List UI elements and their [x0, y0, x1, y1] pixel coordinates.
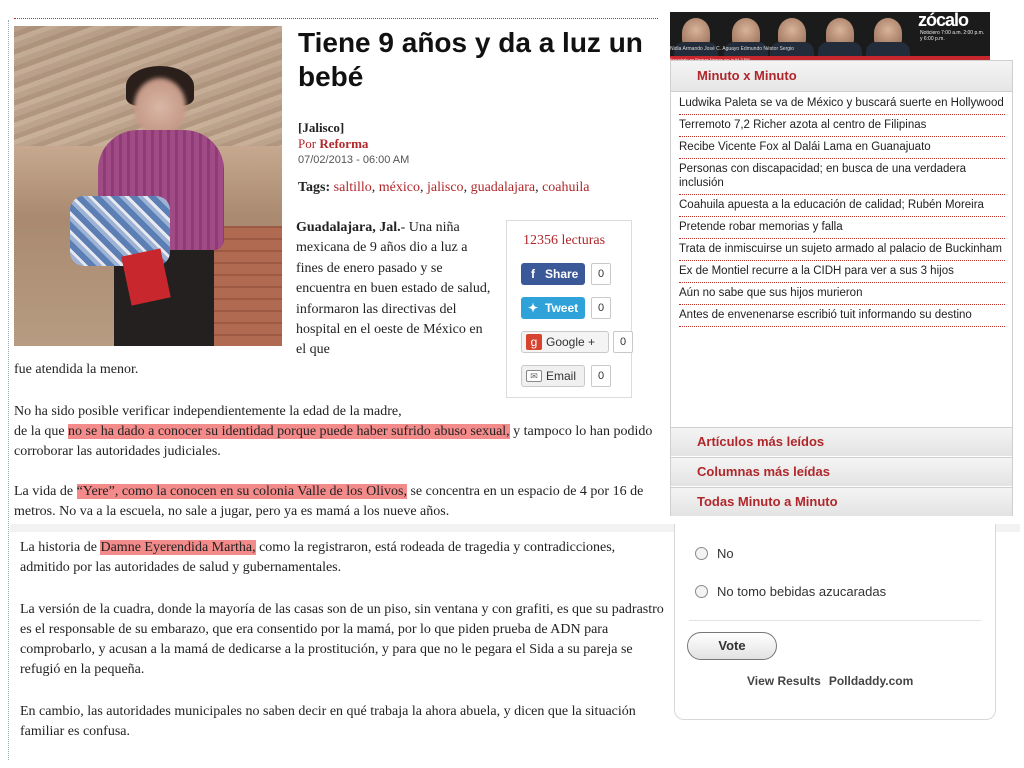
- news-link[interactable]: Personas con discapacidad; en busca de una verdadera inclusión: [679, 159, 1005, 195]
- facebook-count: 0: [591, 263, 611, 285]
- news-link[interactable]: Terremoto 7,2 Richer azota al centro de Filipinas: [679, 115, 1005, 137]
- minuto-header[interactable]: [671, 61, 1012, 92]
- minuto-header-label: Minuto x Minuto: [697, 68, 797, 83]
- google-plus-icon: g: [526, 334, 542, 350]
- news-link[interactable]: Ludwika Paleta se va de México y buscará suerte en Hollywood: [679, 93, 1005, 115]
- google-plus-count: 0: [613, 331, 633, 353]
- tag-mexico[interactable]: méxico: [378, 180, 421, 195]
- p3-text-a: La historia de: [20, 540, 101, 555]
- facebook-share-button[interactable]: [521, 263, 585, 285]
- read-count: 12356 lecturas: [523, 233, 606, 248]
- p1-text-b: y tampoco lo han podido corroborar las autoridades judiciales.: [14, 424, 653, 459]
- p3-text-b: como la registraron, está rodeada de tragedia y contradicciones, admitido por las autoridades de salud y gubernamentales.: [20, 540, 616, 575]
- tab-todas-label: Todas Minuto a Minuto: [697, 494, 838, 509]
- poll-option-no-sugary-drinks[interactable]: [695, 584, 886, 599]
- view-results-link[interactable]: View Results: [747, 674, 821, 688]
- lead-tail: fue atendida la menor.: [14, 362, 139, 377]
- tab-todas-minuto[interactable]: [671, 487, 1012, 516]
- envelope-icon: ✉: [526, 370, 542, 382]
- twitter-bird-icon: ✦: [527, 301, 539, 315]
- tab-articulos-mas-leidos[interactable]: [671, 427, 1012, 456]
- poll-widget: [674, 524, 996, 720]
- article-region: [Jalisco]: [298, 120, 345, 135]
- p1-line-1: No ha sido posible verificar independientemente la edad de la madre,: [14, 404, 402, 419]
- zocalo-radio-banner[interactable]: [670, 12, 990, 64]
- radio-button[interactable]: [695, 547, 708, 560]
- twitter-count: 0: [591, 297, 611, 319]
- paragraph-4: La versión de la cuadra, donde la mayoría de las casas son de un piso, sin ventana y con grafiti, es que su padrastro es el responsable de su embarazo, que era consentido por la mamá, por lo que piden prueba de ADN para comprobarlo, y acusan a la mamá de dedicarse a la prostitución, y para que no le pegara el Sida a su pareja se refugió en la pequeña.: [20, 602, 664, 677]
- minuto-news-list: [679, 93, 1005, 327]
- p2-text-a: La vida de: [14, 484, 77, 499]
- news-link[interactable]: Recibe Vicente Fox al Dalái Lama en Guanajuato: [679, 137, 1005, 159]
- banner-schedule: Noticiero 7:00 a.m. 2:00 p.m. y 6:00 p.m.: [920, 30, 985, 42]
- tag-guadalajara[interactable]: guadalajara: [470, 180, 536, 195]
- radio-button[interactable]: [695, 585, 708, 598]
- photo-blurred-face: [134, 78, 186, 136]
- byline-prefix: Por: [298, 136, 317, 151]
- poll-option-label: No: [717, 546, 734, 561]
- paragraph-1: [14, 402, 654, 462]
- article-title: Tiene 9 años y da a luz un bebé: [298, 27, 643, 92]
- p2-text-b: se concentra en un espacio de 4 por 16 de metros. No va a la escuela, no sale a jugar, pero ya es mamá a los nueve años.: [14, 484, 644, 519]
- p1-text-a: de la que: [14, 424, 69, 439]
- tag-saltillo[interactable]: saltillo: [333, 180, 372, 195]
- p2-highlight: “Yere”, como la conocen en su colonia Valle de los Olivos,: [76, 484, 407, 499]
- email-count: 0: [591, 365, 611, 387]
- banner-logo: zócalo: [918, 12, 969, 30]
- google-plus-label: Google +: [546, 335, 596, 349]
- article-photo: [14, 26, 282, 346]
- p1-highlight: no se ha dado a conocer su identidad porque puede haber sufrido abuso sexual,: [68, 424, 510, 439]
- article-date: 07/02/2013 - 06:00 AM: [298, 154, 410, 166]
- photo-brick-wall: [214, 226, 282, 346]
- paragraph-3: [20, 538, 660, 578]
- poll-footer: [747, 674, 913, 688]
- article-byline: [298, 136, 409, 152]
- news-link[interactable]: Pretende robar memorias y falla: [679, 217, 1005, 239]
- tab-columnas-label: Columnas más leídas: [697, 464, 830, 479]
- vote-button[interactable]: Vote: [687, 632, 777, 660]
- tag-coahuila[interactable]: coahuila: [542, 180, 590, 195]
- tab-articulos-label: Artículos más leídos: [697, 434, 825, 449]
- banner-host-names: Nidia Armando José C. Aguayo Edmundo Néstor Sergio: [670, 46, 794, 52]
- poll-divider: [689, 620, 981, 621]
- news-link[interactable]: Aún no sabe que sus hijos murieron: [679, 283, 1005, 305]
- share-box: [506, 220, 632, 398]
- byline-author[interactable]: Reforma: [319, 136, 369, 151]
- paragraph-2: [14, 482, 660, 522]
- facebook-icon: f: [531, 267, 535, 281]
- news-link[interactable]: Ex de Montiel recurre a la CIDH para ver a sus 3 hijos: [679, 261, 1005, 283]
- tag-jalisco[interactable]: jalisco: [427, 180, 464, 195]
- google-plus-button[interactable]: [521, 331, 609, 353]
- news-link[interactable]: Coahuila apuesta a la educación de calidad; Rubén Moreira: [679, 195, 1005, 217]
- twitter-tweet-button[interactable]: [521, 297, 585, 319]
- article-lead: [296, 218, 492, 361]
- lead-place: Guadalajara, Jal.: [296, 220, 401, 235]
- paragraph-5: En cambio, las autoridades municipales no saben decir en qué trabaja la ahora abuela, y dicen que la situación familiar es confusa.: [20, 704, 636, 739]
- lead-text: - Una niña mexicana de 9 años dio a luz a fines de enero pasado y se encuentra en buen estado de salud, informaron las directivas del hospital en el oeste de México en el que: [296, 220, 491, 358]
- article-tags: Tags: saltillo, méxico, jalisco, guadalajara, coahuila: [298, 180, 590, 195]
- news-link[interactable]: Antes de envenenarse escribió tuit informando su destino: [679, 305, 1005, 327]
- header-rule: [14, 18, 658, 19]
- polldaddy-link[interactable]: Polldaddy.com: [828, 674, 914, 688]
- p3-highlight: Damne Eyerendida Martha,: [100, 540, 256, 555]
- email-share-button[interactable]: [521, 365, 585, 387]
- email-share-label: Email: [546, 369, 577, 383]
- tab-columnas-mas-leidas[interactable]: [671, 457, 1012, 486]
- news-link[interactable]: Trata de inmiscuirse un sujeto armado al palacio de Buckinham: [679, 239, 1005, 261]
- poll-option-no[interactable]: [695, 546, 734, 561]
- article-meta: [298, 120, 409, 168]
- facebook-share-label: Share: [545, 267, 579, 281]
- minuto-x-minuto-widget: [670, 60, 1013, 516]
- twitter-tweet-label: Tweet: [545, 301, 579, 315]
- left-rule: [8, 20, 9, 760]
- poll-option-label: No tomo bebidas azucaradas: [717, 584, 887, 599]
- tags-label: Tags:: [298, 180, 331, 195]
